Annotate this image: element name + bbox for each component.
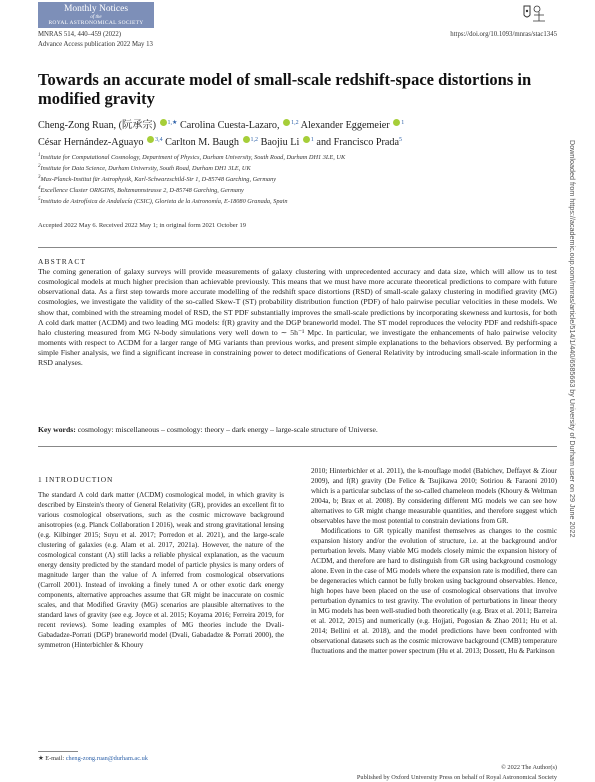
affiliation-text: Max-Planck-Institut für Astrophysik, Karl-Schwarzschild-Str 1, D-85748 Garching, Germany bbox=[40, 176, 277, 184]
affiliation-number: 5 bbox=[38, 197, 41, 203]
footnote-email[interactable]: cheng-zong.ruan@durham.ac.uk bbox=[65, 755, 148, 762]
affiliation-item bbox=[38, 173, 558, 184]
logo-line-2: of the bbox=[90, 15, 102, 20]
author-name: Carlton M. Baugh bbox=[165, 137, 239, 148]
advance-access: Advance Access publication 2022 May 13 bbox=[38, 41, 153, 48]
divider-bottom bbox=[38, 446, 557, 447]
logo-line-1: Monthly Notices bbox=[63, 4, 129, 14]
divider-top bbox=[38, 247, 557, 248]
body-column-left: The standard Λ cold dark matter (ΛCDM) cosmological model, in which gravity is described by Einstein's theory of General Relativity (GR), provides an excellent fit to various cosmological observations, such as the cosmic microwave background anisotropies (e.g. Planck Collaboration I 2016), weak and strong gravitational lensing (e.g. Kilbinger 2015; Suyu et al. 2017; Porredon et al. 2021), and the large-scale clustering of galaxies (e.g. Alam et al. 2017, 2021a). However, the nature of the cosmological constant (Λ) still lacks a reliable physical explanation, as the vacuum energy density predicted by the standard model of particle physics is many orders of magnitude larger than the value of Λ inferred from cosmological observations (Carroll 2001). Instead of invoking a finely tuned Λ or other exotic dark energy components, alternative approaches assume that GR might be inaccurate on cosmic scales, and that Modified Gravity (MG) scenarios are plausible alternatives to the standard laws of gravity (see e.g. Joyce et al. 2015; Koyama 2016; Ferreira 2019, for recent reviews). Some leading examples of MG theories include the Dvali-Gabadadze-Porrati (DGP) braneworld model (Dvali, Gabadadze & Porrati 2000), the symmetron (Hinterbichler & Khoury bbox=[38, 491, 284, 649]
affiliation-text: Instituto de Astrofísica de Andalucía (CSIC), Glorieta de la Astronomía, E-18080 Granada, Spain bbox=[40, 198, 288, 206]
author-name: Baojiu Li bbox=[260, 137, 300, 148]
publisher-line: Published by Oxford University Press on behalf of Royal Astronomical Society bbox=[356, 774, 557, 781]
abstract-text: The coming generation of galaxy surveys will provide measurements of galaxy clustering with unprecedented accuracy and data size, which will allow us to test cosmological models at much higher precision than achievable previously. This means that we must have more accurate theoretical predictions to compare with future observational data. As a first step towards more accurate modelling of the redshift space distortions (RSD) of small-scale galaxy clustering in modified gravity (MG) cosmologies, we investigate the validity of the so-called Skew-T (ST) probability distribution function (PDF) of halo pairwise peculiar velocities in these models. We show that, combined with the streaming model of RSD, the ST PDF substantially improves the small-scale predictions by incorporating skewness and kurtosis, for both Λ cold dark matter (ΛCDM) and two leading MG models: f(R) gravity and the DGP braneworld model. The ST model reproduces the velocity PDF and redshift-space halo clustering measured from MG N-body simulations very well down to ∼ 5h⁻¹ Mpc. In particular, we investigate the enhancements of halo pairwise velocity moments with respect to ΛCDM for a larger range of MG variants than previous works, and present simple explanations to the behaviors observed. By performing a simple Fisher analysis, we find a significant increase in constraining power to detect modifications of General Relativity by introducing small-scale information in the RSD analyses. bbox=[38, 267, 557, 368]
author-line-1 bbox=[38, 116, 558, 133]
footnote-label: ★ E-mail: bbox=[38, 755, 65, 762]
orcid-icon[interactable] bbox=[147, 136, 154, 143]
journal-logo bbox=[38, 2, 154, 28]
keywords-text: cosmology: miscellaneous – cosmology: theory – dark energy – large-scale structure of Universe. bbox=[77, 425, 378, 434]
citation-line: MNRAS 514, 440–459 (2022) bbox=[38, 31, 122, 38]
keywords bbox=[38, 425, 557, 434]
orcid-icon[interactable] bbox=[283, 119, 290, 126]
author-affiliation-marker: 1 bbox=[401, 120, 405, 126]
affiliation-text: Institute for Computational Cosmology, Department of Physics, Durham University, South Road, Durham DH1 3LE, UK bbox=[40, 154, 346, 162]
author-name: César Hernández-Aguayo bbox=[38, 137, 144, 148]
orcid-icon[interactable] bbox=[160, 119, 167, 126]
author-affiliation-marker: 1,★ bbox=[167, 120, 178, 126]
footnote-divider bbox=[38, 751, 78, 752]
affiliations bbox=[38, 151, 558, 206]
author-list bbox=[38, 116, 558, 150]
affiliation-text: Excellence Cluster ORIGINS, Boltzmannstrasse 2, D-85748 Garching, Germany bbox=[40, 187, 244, 195]
logo-line-3: ROYAL ASTRONOMICAL SOCIETY bbox=[48, 20, 144, 26]
author-name: Alexander Eggemeier bbox=[300, 120, 390, 131]
orcid-icon[interactable] bbox=[243, 136, 250, 143]
author-name: Carolina Cuesta-Lazaro, bbox=[179, 120, 280, 131]
affiliation-item bbox=[38, 151, 558, 162]
footnote bbox=[38, 755, 148, 762]
author-line-2 bbox=[38, 133, 558, 150]
section-heading-introduction: 1 INTRODUCTION bbox=[38, 475, 114, 484]
abstract-heading: ABSTRACT bbox=[38, 257, 87, 266]
orcid-icon[interactable] bbox=[393, 119, 400, 126]
paragraph: 2010; Hinterbichler et al. 2011), the k-mouflage model (Babichev, Deffayet & Ziour 2009), and f(R) gravity (De Felice & Tsujikawa 2010; Sotiriou & Faraoni 2010) which is a particular subclass of the so-called chameleon models (Khoury & Weltman 2004a, b; Brax et al. 2008). By considering different MG models we can see how alternatives to GR might change measurable quantities, and therefore suggest which observables have the most potential to constrain deviations from GR. bbox=[311, 467, 557, 525]
accepted-dates: Accepted 2022 May 6. Received 2022 May 1; in original form 2021 October 19 bbox=[38, 222, 246, 229]
affiliation-item bbox=[38, 184, 558, 195]
affiliation-text: Institute for Data Science, Durham University, South Road, Durham DH1 3LE, UK bbox=[40, 165, 251, 173]
doi-link[interactable]: https://doi.org/10.1093/mnras/stac1345 bbox=[450, 31, 557, 38]
author-affiliation-marker: 1,2 bbox=[291, 120, 299, 126]
affiliation-number: 1 bbox=[38, 153, 41, 158]
author-affiliation-marker: 3,4 bbox=[155, 137, 163, 143]
download-watermark: Downloaded from https://academic.oup.com/mnras/article/514/1/440/6585663 by University of Durham user on 29 June 2022 bbox=[568, 140, 577, 538]
affiliation-item bbox=[38, 162, 558, 173]
paragraph: Modifications to GR typically manifest themselves as changes to the cosmic expansion history and/or the evolution of structure, i.e. at the background and/or perturbation levels. Many viable MG models closely mimic the expansion history of ΛCDM, and therefore are hard to distinguish from GR using background cosmology alone. Even in the case of MG models where the expansion rate is modified, there can be degeneracies which cannot be fully broken using background observables. Hence, high hopes have been placed on the use of cosmological observations that involve perturbation dynamics to test gravity. The evolution of perturbations in linear theory in MG models has been well-studied both theoretically (e.g. Brax et al. 2011; Barreira et al. 2012, 2015) and numerically (e.g. Hojjati, Pogosian & Zhao 2011; Hu et al. 2014; Bellini et al. 2018), and the model predictions have been confronted with observational datasets such as the cosmic microwave background (CMB) temperature fluctuations and the matter power spectrum (Hu et al. 2013; Dossett, Hu & Parkinson bbox=[311, 527, 557, 655]
affiliation-number: 4 bbox=[38, 186, 41, 192]
society-crest-icon bbox=[520, 3, 548, 25]
paper-title: Towards an accurate model of small-scale redshift-space distortions in modified gravity bbox=[38, 70, 532, 108]
author-name: and Francisco Prada bbox=[316, 137, 400, 148]
author-name: Cheng-Zong Ruan, (阮承宗) bbox=[38, 120, 156, 131]
affiliation-number: 3 bbox=[38, 175, 41, 181]
affiliation-number: 2 bbox=[38, 164, 41, 170]
orcid-icon[interactable] bbox=[303, 136, 310, 143]
copyright: © 2022 The Author(s) bbox=[501, 764, 557, 771]
body-column-right bbox=[311, 466, 557, 656]
author-affiliation-marker: 1 bbox=[310, 137, 314, 143]
keywords-label: Key words: bbox=[38, 425, 76, 434]
affiliation-item bbox=[38, 195, 558, 206]
author-affiliation-marker: 5 bbox=[399, 137, 403, 143]
author-affiliation-marker: 1,2 bbox=[250, 137, 259, 143]
